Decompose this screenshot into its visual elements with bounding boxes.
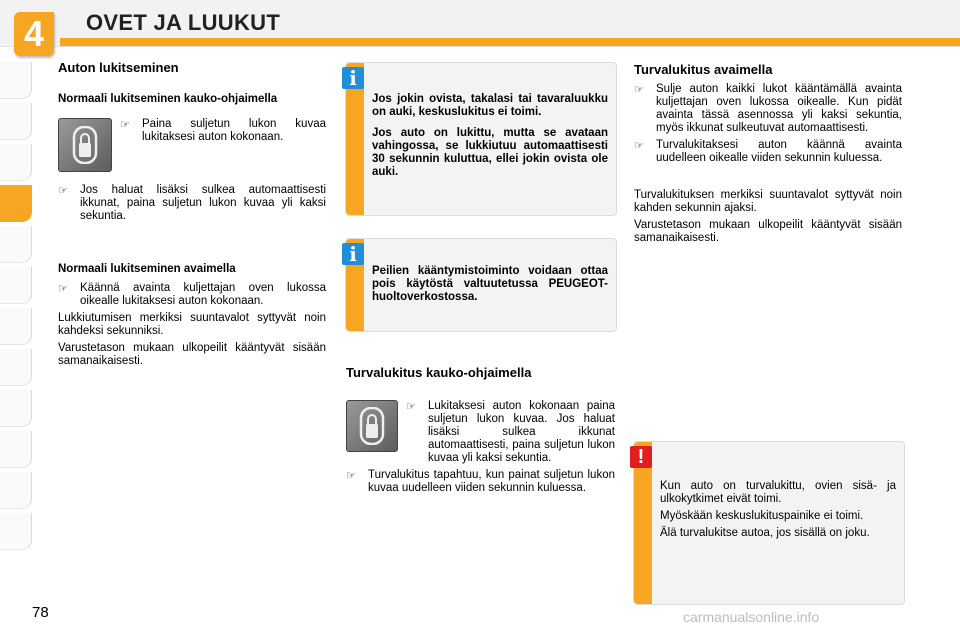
- pointing-hand-icon: ☞: [634, 84, 644, 96]
- pointing-hand-icon: ☞: [120, 119, 130, 131]
- bullet-item: [58, 184, 326, 223]
- side-tab[interactable]: [0, 308, 32, 345]
- side-tab[interactable]: [0, 267, 32, 304]
- subsection-remote-locking: Normaali lukitseminen kauko-ohjaimella: [58, 93, 278, 105]
- remote-deadlock-row: [346, 400, 615, 465]
- section-title-key-deadlock: Turvalukitus avaimella: [634, 62, 773, 77]
- section-title-locking: Auton lukitseminen: [58, 60, 179, 75]
- bullet-text: Paina suljetun lukon kuvaa lukitaksesi auton kokonaan.: [142, 118, 326, 143]
- side-tab[interactable]: [0, 62, 32, 99]
- page-number: 78: [32, 604, 49, 621]
- side-tab[interactable]: [0, 144, 32, 181]
- warning-text: Myöskään keskuslukituspainike ei toimi.: [660, 510, 864, 522]
- side-tab-active[interactable]: [0, 185, 32, 222]
- middle-column: [346, 365, 615, 495]
- warning-icon: !: [630, 446, 652, 468]
- pointing-hand-icon: ☞: [58, 185, 68, 197]
- bullet-item: [406, 400, 615, 465]
- right-column: [634, 60, 902, 245]
- bullet-text: Sulje auton kaikki lukot kääntämällä avainta kuljettajan oven lukossa oikealle. Kun pidät avainta tässä asennossa yli kaksi sekuntia, myös ikkunat sulkeutuvat automaattisesti.: [656, 83, 902, 134]
- side-tab[interactable]: [0, 513, 32, 550]
- pointing-hand-icon: ☞: [634, 140, 644, 152]
- side-tab[interactable]: [0, 390, 32, 427]
- bullet-item: [120, 118, 326, 172]
- pointing-hand-icon: ☞: [58, 283, 68, 295]
- info-text: Jos auto on lukittu, mutta se avataan vahingossa, se lukkiutuu automaattisesti 30 sekunnin kuluttua, ellei jokin ovista ole auki.: [372, 127, 608, 178]
- chapter-tab[interactable]: [14, 12, 54, 56]
- watermark: carmanualsonline.info: [683, 609, 820, 625]
- pointing-hand-icon: ☞: [406, 401, 416, 413]
- info-icon: i: [342, 243, 364, 265]
- info-text: Peilien kääntymistoiminto voidaan ottaa pois käytöstä valtuutetussa PEUGEOT-huoltoverkostossa.: [372, 265, 608, 303]
- info-icon: i: [342, 67, 364, 89]
- info-text: Jos jokin ovista, takalasi tai tavaraluukku on auki, keskuslukitus ei toimi.: [372, 93, 608, 118]
- warning-box: [633, 441, 905, 605]
- side-tab[interactable]: [0, 431, 32, 468]
- side-tab[interactable]: [0, 349, 32, 386]
- left-column: [58, 60, 326, 368]
- info-box-mirror-folding: [345, 238, 617, 332]
- subsection-key-locking: Normaali lukitseminen avaimella: [58, 263, 236, 275]
- pointing-hand-icon: ☞: [346, 470, 356, 482]
- bullet-item: [634, 83, 902, 135]
- paragraph: Varustetason mukaan ulkopeilit kääntyvät sisään samanaikaisesti.: [58, 342, 326, 367]
- bullet-item: [634, 139, 902, 165]
- side-tab[interactable]: [0, 472, 32, 509]
- bullet-text: Turvalukitaksesi auton käännä avainta uudelleen oikealle viiden sekunnin kuluessa.: [656, 139, 902, 164]
- warning-text: Kun auto on turvalukittu, ovien sisä- ja ulkokytkimet eivät toimi.: [660, 480, 896, 505]
- side-tab[interactable]: [0, 103, 32, 140]
- bullet-text: Jos haluat lisäksi sulkea automaattisesti ikkunat, paina suljetun lukon kuvaa yli kaksi sekuntia.: [80, 184, 326, 222]
- side-tab[interactable]: [0, 226, 32, 263]
- bullet-item: [346, 469, 615, 495]
- lock-button-image: [58, 118, 112, 172]
- remote-lock-row: [58, 118, 326, 172]
- bullet-text: Turvalukitus tapahtuu, kun painat suljetun lukon kuvaa uudelleen viiden sekunnin kuluessa.: [368, 469, 615, 494]
- paragraph: Lukkiutumisen merkiksi suuntavalot syttyvät noin kahdeksi sekunniksi.: [58, 312, 326, 337]
- info-box-central-locking: [345, 62, 617, 216]
- paragraph: Turvalukituksen merkiksi suuntavalot syttyvät noin kahden sekunnin ajaksi.: [634, 189, 902, 214]
- side-chapter-tabs: [0, 62, 32, 554]
- bullet-text: Lukitaksesi auton kokonaan paina suljetun lukon kuvaa. Jos haluat lisäksi sulkea ikkunat automaattisesti, paina suljetun lukon kuvaa yli kaksi sekuntia.: [428, 400, 615, 464]
- page-title: OVET JA LUUKUT: [86, 10, 281, 35]
- bullet-item: [58, 282, 326, 308]
- paragraph: Varustetason mukaan ulkopeilit kääntyvät sisään samanaikaisesti.: [634, 219, 902, 244]
- closed-padlock-icon: [70, 126, 100, 164]
- chapter-number: 4: [23, 13, 45, 54]
- closed-padlock-icon: [357, 407, 387, 445]
- warning-text: Älä turvalukitse autoa, jos sisällä on joku.: [660, 527, 870, 539]
- section-title-remote-deadlock: Turvalukitus kauko-ohjaimella: [346, 365, 532, 380]
- bullet-text: Käännä avainta kuljettajan oven lukossa oikealle lukitaksesi auton kokonaan.: [80, 282, 326, 307]
- header-accent-strip: [60, 38, 960, 46]
- lock-button-image: [346, 400, 398, 452]
